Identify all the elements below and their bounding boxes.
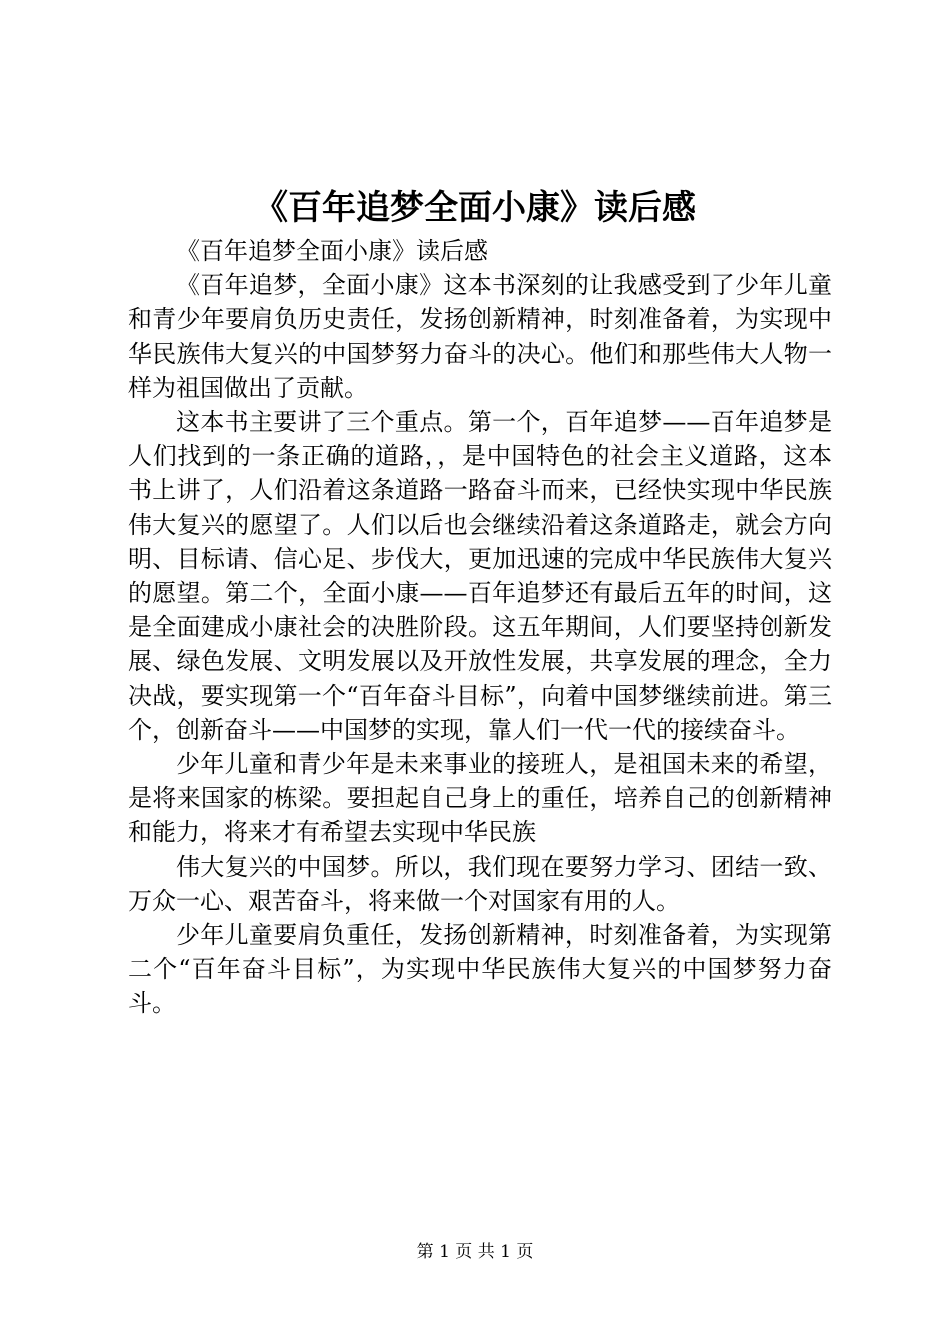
paragraph-3: 少年儿童和青少年是未来事业的接班人，是祖国未来的希望，是将来国家的栋梁。要担起自己身上的重任，培养自己的创新精神和能力，将来才有希望去实现中华民族 xyxy=(128,750,832,847)
paragraph-4: 伟大复兴的中国梦。所以，我们现在要努力学习、团结一致、万众一心、艰苦奋斗，将来做一个对国家有用的人。 xyxy=(128,852,832,915)
page-footer: 第 1 页 共 1 页 xyxy=(416,1242,534,1262)
paragraph-2: 这本书主要讲了三个重点。第一个，百年追梦——百年追梦是人们找到的一条正确的道路，，是中国特色的社会主义道路，这本书上讲了，人们沿着这条道路一路奋斗而来，已经快实现中华民族伟大复兴的愿望了。人们以后也会继续沿着这条道路走，就会方向明、目标请、信心足、步伐大，更加迅速的完成中华民族伟大复兴的愿望。第二个，全面小康——百年追梦还有最后五年的时间，这是全面建成小康社会的决胜阶段。这五年期间，人们要坚持创新发展、绿色发展、文明发展以及开放性发展，共享发展的理念，全力决战，要实现第一个“百年奋斗目标”，向着中国梦继续前进。第三个，创新奋斗——中国梦的实现，靠人们一代一代的接续奋斗。 xyxy=(128,408,832,744)
paragraph-5: 少年儿童要肩负重任，发扬创新精神，时刻准备着，为实现第二个“百年奋斗目标”，为实现中华民族伟大复兴的中国梦努力奋斗。 xyxy=(128,921,832,1018)
document-body xyxy=(128,234,832,1021)
paragraph-1: 《百年追梦，全面小康》这本书深刻的让我感受到了少年儿童和青少年要肩负历史责任，发扬创新精神，时刻准备着，为实现中华民族伟大复兴的中国梦努力奋斗的决心。他们和那些伟大人物一样为祖国做出了贡献。 xyxy=(128,271,832,402)
paragraph-subtitle: 《百年追梦全面小康》读后感 xyxy=(176,237,488,265)
document-title: 《百年追梦全面小康》读后感 xyxy=(254,188,696,228)
